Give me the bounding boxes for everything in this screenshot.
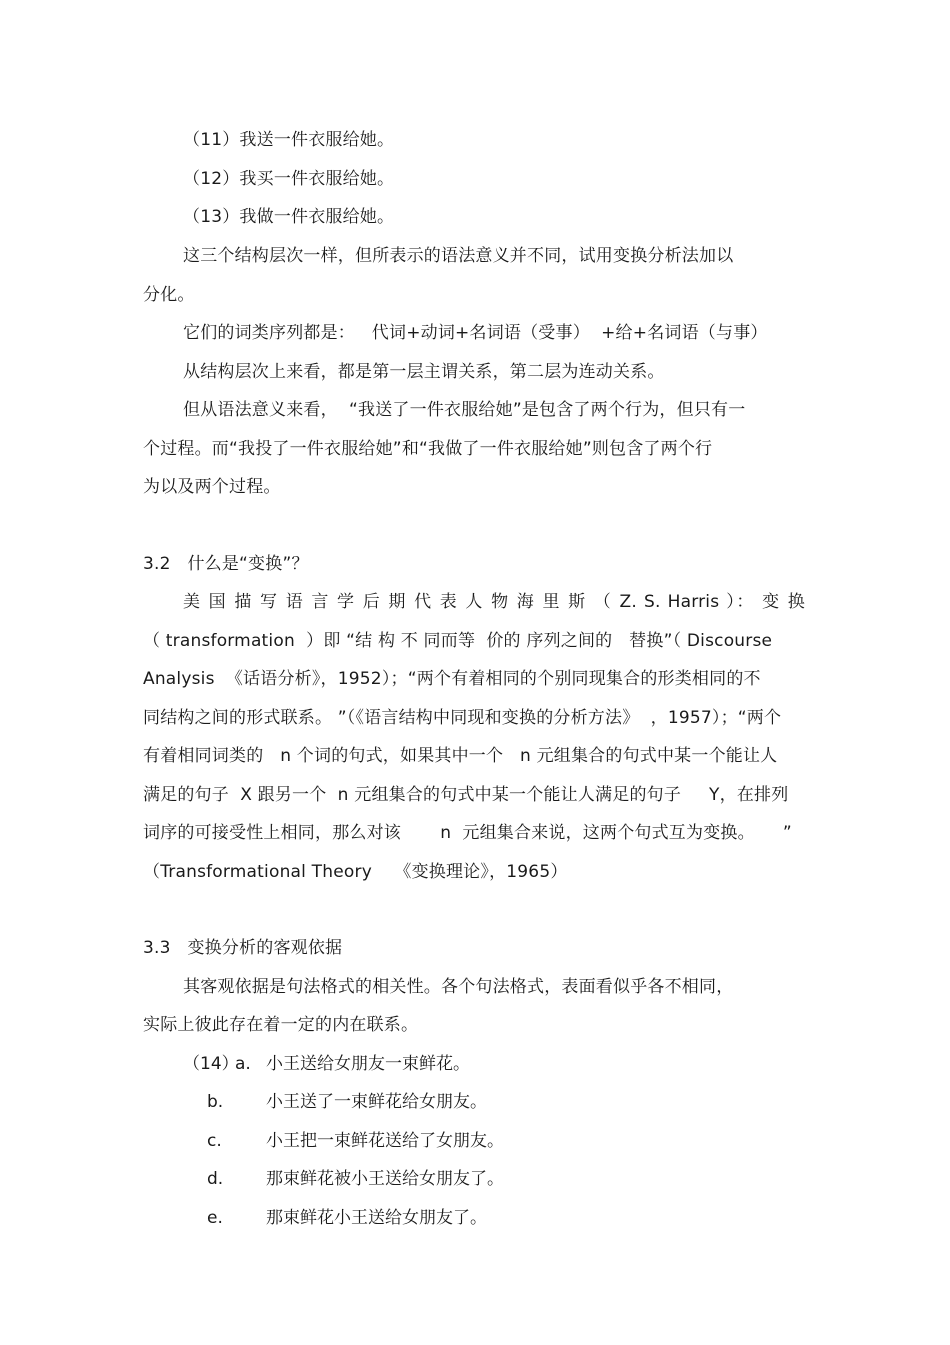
example-13: （13）我做一件衣服给她。 (183, 207, 395, 227)
para4-line2: 个过程。而“我投了一件衣服给她”和“我做了一件衣服给她”则包含了两个行 (143, 439, 713, 459)
example-14-label-c: c. (207, 1131, 222, 1151)
para3-line: 从结构层次上来看，都是第一层主谓关系，第二层为连动关系。 (183, 362, 665, 382)
example-14-text-a: 小王送给女朋友一束鲜花。 (266, 1054, 470, 1074)
para4-line1: 但从语法意义来看， “我送了一件衣服给她”是包含了两个行为，但只有一 (183, 400, 746, 420)
section-3-2-heading: 3.2 什么是“变换”？ (143, 554, 309, 574)
example-14-number: （14） (183, 1054, 239, 1074)
section-3-2-line4: 同结构之间的形式联系。 ”（《语言结构中同现和变换的分析方法》 ，1957）；“两个 (143, 708, 782, 728)
section-3-3-heading: 3.3 变换分析的客观依据 (143, 938, 343, 958)
section-3-2-line2: （ transformation ）即 “结 构 不 同而等 价的 序列之间的 替换”（ Discourse (143, 631, 773, 651)
example-14-label-b: b. (207, 1092, 224, 1112)
para1-line1: 这三个结构层次一样，但所表示的语法意义并不同，试用变换分析法加以 (183, 246, 734, 266)
para1-line2: 分化。 (143, 285, 195, 305)
example-14-text-d: 那束鲜花被小王送给女朋友了。 (266, 1169, 504, 1189)
para4-line3: 为以及两个过程。 (143, 477, 281, 497)
para2-line: 它们的词类序列都是： 代词+动词+名词语（受事） +给+名词语（与事） (183, 323, 768, 343)
example-14-text-e: 那束鲜花小王送给女朋友了。 (266, 1208, 487, 1228)
section-3-2-line8: （Transformational Theory 《变换理论》，1965） (143, 862, 568, 882)
section-3-3-line2: 实际上彼此存在着一定的内在联系。 (143, 1015, 419, 1035)
section-3-2-line1: 美 国 描 写 语 言 学 后 期 代 表 人 物 海 里 斯 （ Z. S. Harris ）： 变 换 (183, 592, 805, 612)
example-14-text-c: 小王把一束鲜花送给了女朋友。 (266, 1131, 504, 1151)
section-3-2-line7: 词序的可接受性上相同，那么对该 n 元组集合来说，这两个句式互为变换。 ” (143, 823, 792, 843)
section-3-2-line6: 满足的句子 X 跟另一个 n 元组集合的句式中某一个能让人满足的句子 Y，在排列 (143, 785, 789, 805)
example-12: （12）我买一件衣服给她。 (183, 169, 395, 189)
section-3-3-line1: 其客观依据是句法格式的相关性。各个句法格式，表面看似乎各不相同， (183, 977, 734, 997)
example-14-label-e: e. (207, 1208, 223, 1228)
section-3-2-line3: Analysis 《话语分析》，1952）；“两个有着相同的个别同现集合的形类相同的不 (143, 669, 761, 689)
example-14-label-a: a. (235, 1054, 251, 1074)
example-11: （11）我送一件衣服给她。 (183, 130, 395, 150)
section-3-2-line5: 有着相同词类的 n 个词的句式，如果其中一个 n 元组集合的句式中某一个能让人 (143, 746, 778, 766)
example-14-text-b: 小王送了一束鲜花给女朋友。 (266, 1092, 487, 1112)
example-14-label-d: d. (207, 1169, 224, 1189)
